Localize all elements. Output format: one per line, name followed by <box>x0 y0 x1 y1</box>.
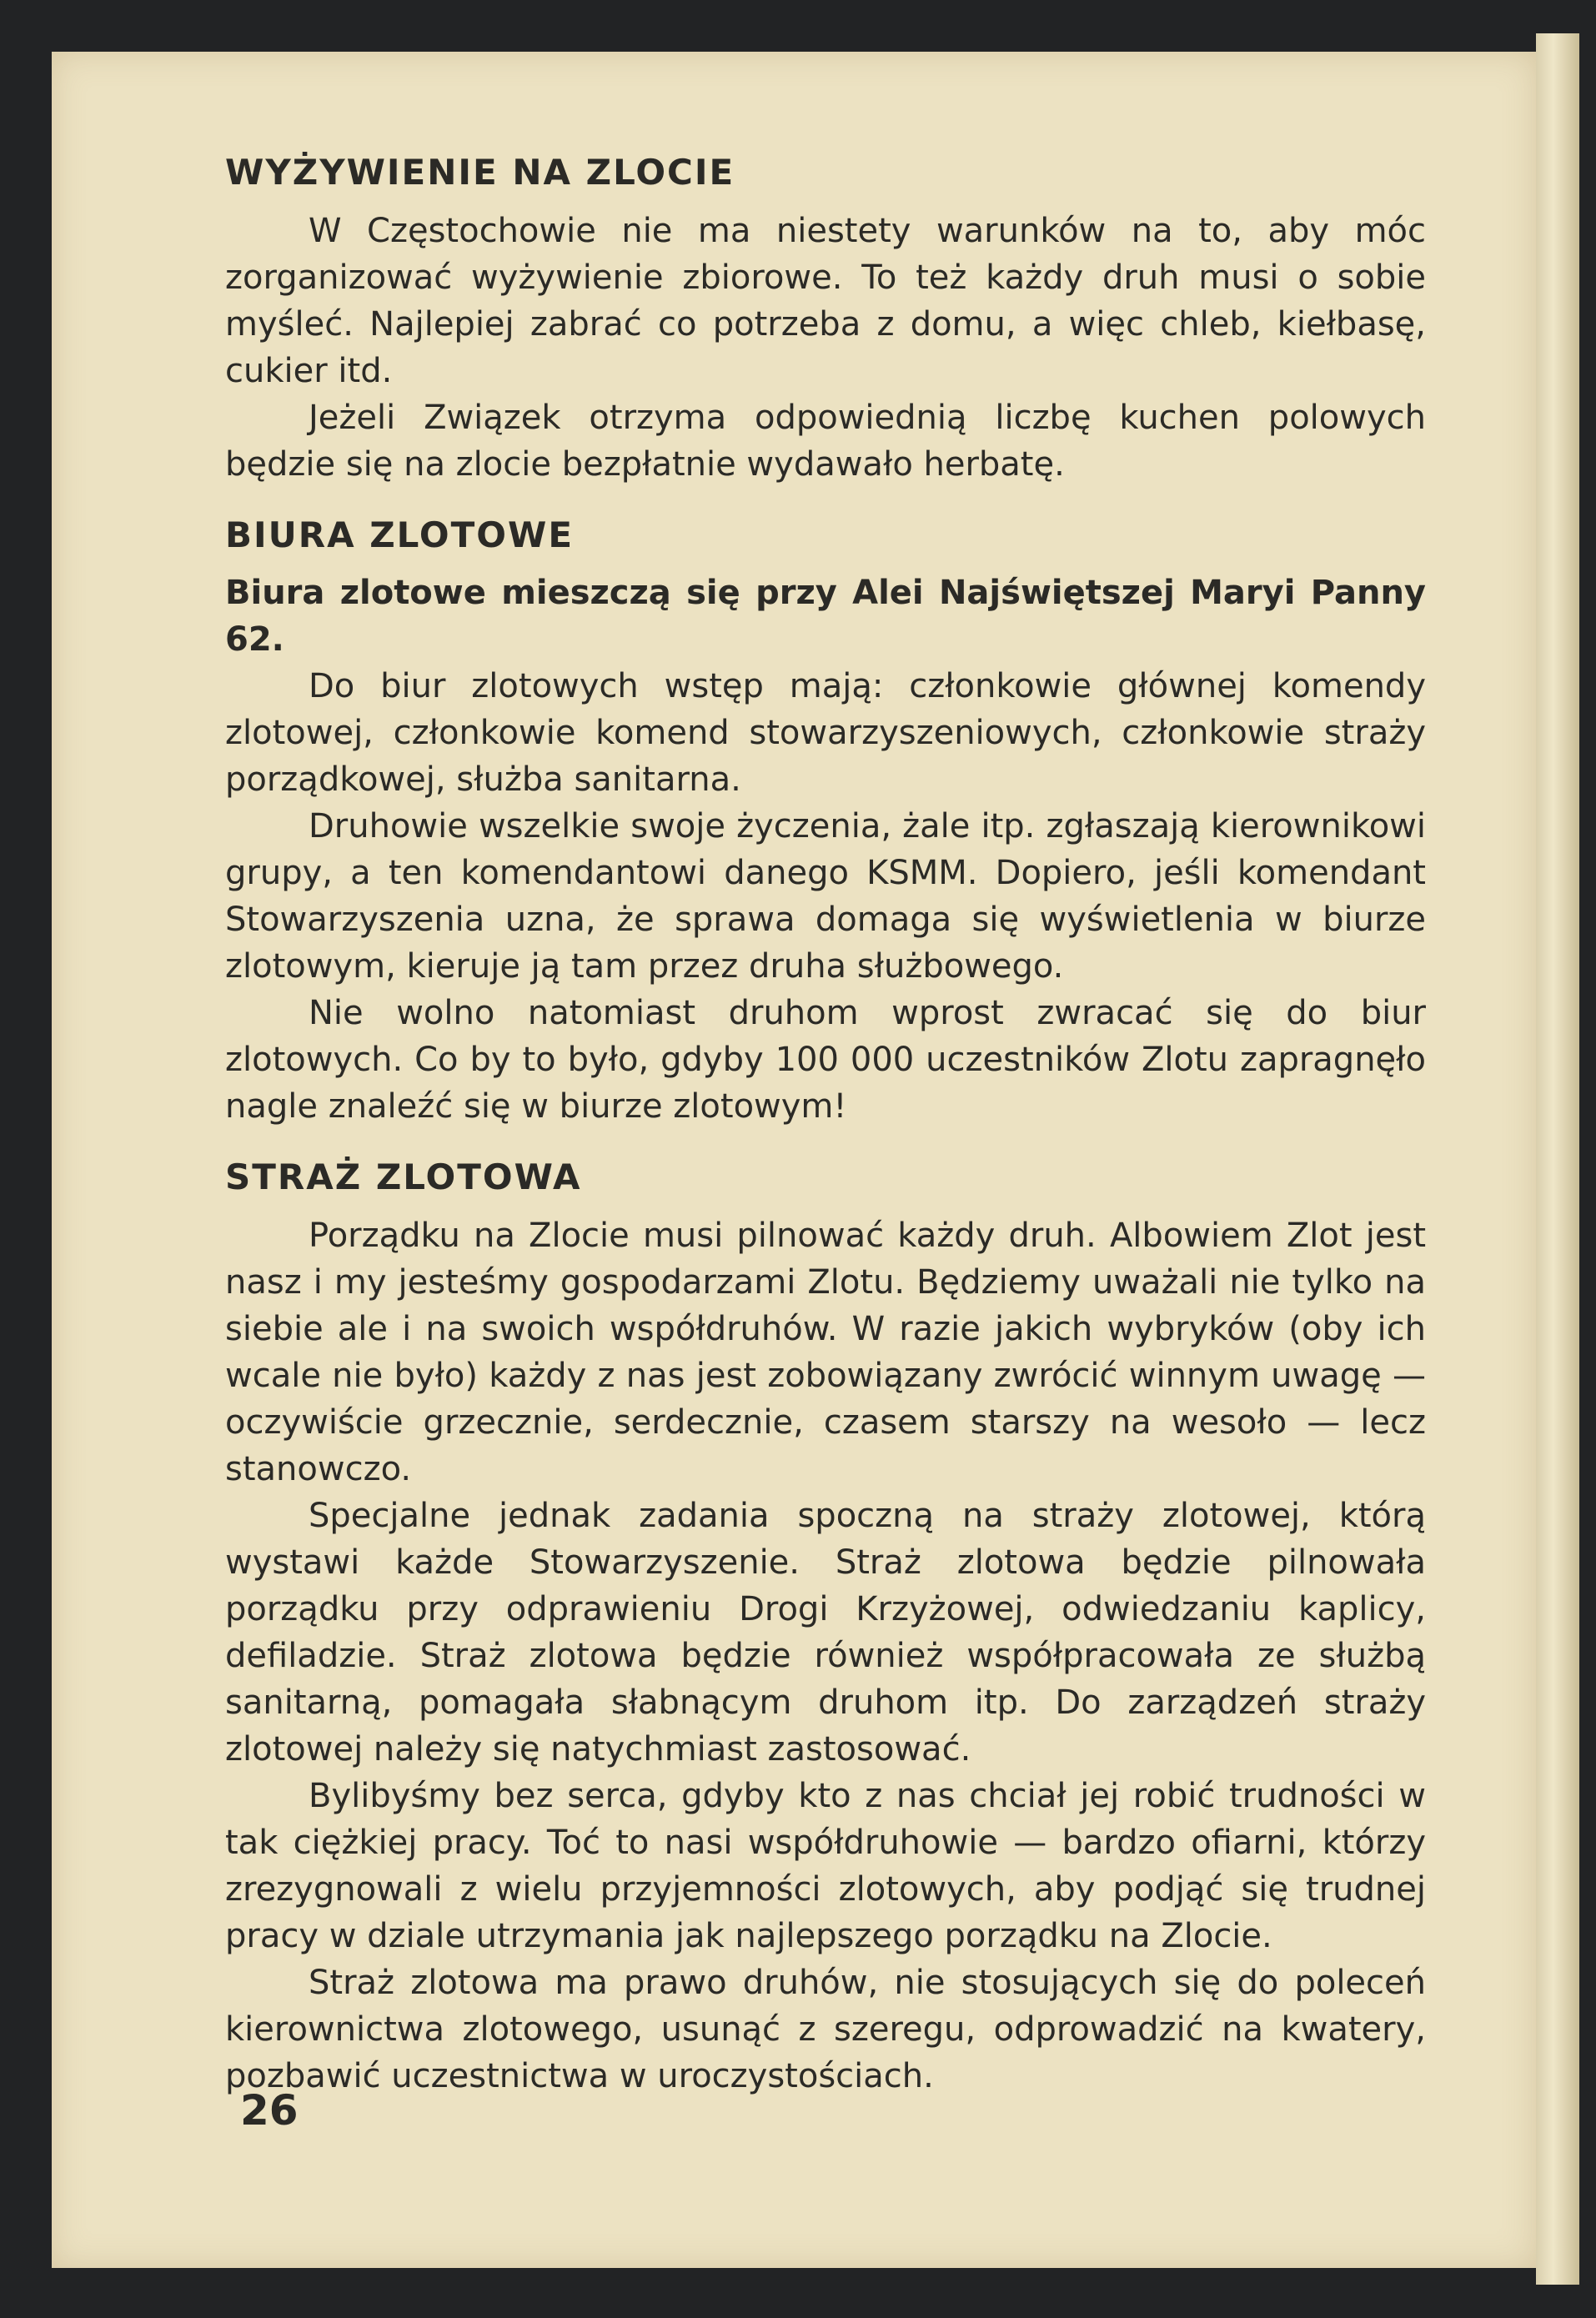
paragraph: Specjalne jednak zadania spoczną na straży zlotowej, którą wystawi każde Stowarzyszenie. Straż zlotowa będzie pilnowała porządku przy odprawieniu Drogi Krzyżowej, odwiedzaniu kaplicy, defiladzie. Straż zlotowa będzie również współpracowała ze służbą sanitarną, pomagała słabnącym druhom itp. Do zarządzeń straży zlotowej należy się natychmiast zastosować. <box>225 1496 1426 1769</box>
section-heading: STRAŻ ZLOTOWA <box>225 1156 582 1198</box>
section-heading: WYŻYWIENIE NA ZLOCIE <box>225 152 735 193</box>
section-guard <box>225 1155 1426 2100</box>
bold-paragraph: Biura zlotowe mieszczą się przy Alei Najświętszej Maryi Panny 62. <box>225 574 1426 660</box>
paragraph: W Częstochowie nie ma niestety warunków na to, aby móc zorganizować wyżywienie zbiorowe. To też każdy druh musi o sobie myśleć. Najlepiej zabrać co potrzeba z domu, a więc chleb, kiełbasę, cukier itd. <box>225 211 1426 390</box>
paragraph: Druhowie wszelkie swoje życzenia, żale itp. zgłaszają kierownikowi grupy, a ten komendantowi danego KSMM. Dopiero, jeśli komendant Stowarzyszenia uzna, że sprawa domaga się wyświetlenia w biurze zlotowym, kieruje ją tam przez druha służbowego. <box>225 807 1426 986</box>
paragraph: Jeżeli Związek otrzyma odpowiednią liczbę kuchen polowych będzie się na zlocie bezpłatnie wydawało herbatę. <box>225 398 1426 484</box>
section-food <box>225 150 1426 488</box>
paragraph: Porządku na Zlocie musi pilnować każdy druh. Albowiem Zlot jest nasz i my jesteśmy gospodarzami Zlotu. Będziemy uważali nie tylko na siebie ale i na swoich współdruhów. W razie jakich wybryków (oby ich wcale nie było) każdy z nas jest zobowiązany zwrócić winnym uwagę — oczywiście grzecznie, serdecznie, czasem starszy na wesoło — lecz stanowczo. <box>225 1216 1426 1488</box>
paragraph: Do biur zlotowych wstęp mają: członkowie głównej komendy zlotowej, członkowie komend stowarzyszeniowych, członkowie straży porządkowej, służba sanitarna. <box>225 667 1426 800</box>
section-heading: BIURA ZLOTOWE <box>225 514 575 555</box>
paragraph: Nie wolno natomiast druhom wprost zwracać się do biur zlotowych. Co by to było, gdyby 100 000 uczestników Zlotu zapragnęło nagle znaleźć się w biurze zlotowym! <box>225 994 1426 1126</box>
page-number: 26 <box>240 2086 299 2135</box>
section-offices <box>225 513 1426 1131</box>
page-text <box>225 150 1426 2125</box>
paragraph: Bylibyśmy bez serca, gdyby kto z nas chciał jej robić trudności w tak ciężkiej pracy. Toć to nasi współdruhowie — bardzo ofiarni, którzy zrezygnowali z wielu przyjemności zlotowych, aby podjąć się trudnej pracy w dziale utrzymania jak najlepszego porządku na Zlocie. <box>225 1776 1426 1955</box>
book-spine <box>1536 33 1579 2285</box>
paragraph: Straż zlotowa ma prawo druhów, nie stosujących się do poleceń kierownictwa zlotowego, usunąć z szeregu, odprowadzić na kwatery, pozbawić uczestnictwa w uroczystościach. <box>225 1963 1426 2095</box>
